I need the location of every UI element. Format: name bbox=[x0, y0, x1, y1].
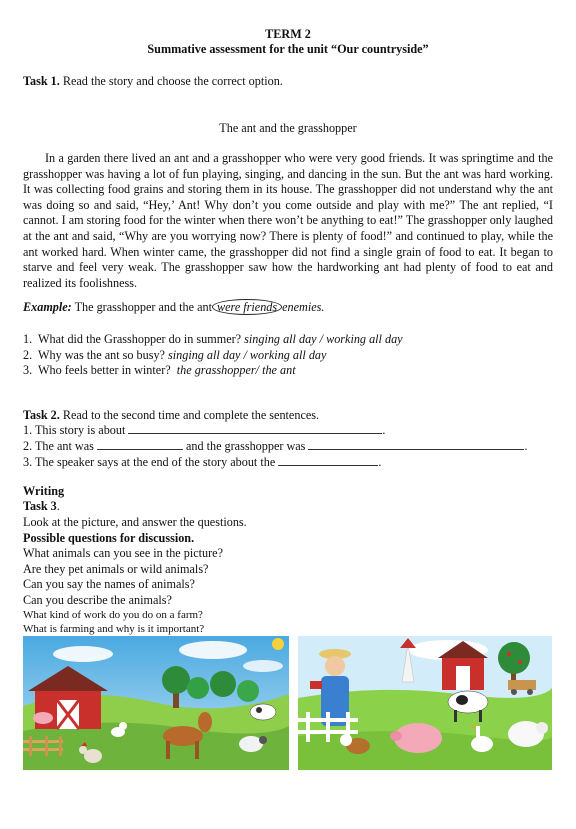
sun-icon bbox=[272, 638, 284, 650]
task3-dot: . bbox=[56, 499, 60, 513]
sentence-text: and the grasshopper was bbox=[185, 439, 306, 453]
pig-icon bbox=[33, 712, 53, 724]
task3-instruction: Look at the picture, and answer the questions. bbox=[23, 515, 247, 529]
discussion-question: What kind of work do you do on a farm? bbox=[23, 609, 203, 621]
example-text-before: The grasshopper and the ant bbox=[74, 300, 212, 314]
cow-icon bbox=[250, 704, 276, 720]
discussion-question: What is farming and why is it important? bbox=[23, 623, 205, 635]
discussion-question: Are they pet animals or wild animals? bbox=[23, 562, 209, 576]
discussion-question: What animals can you see in the picture? bbox=[23, 546, 223, 560]
farm-picture-right bbox=[298, 636, 552, 770]
task1-label: Task 1. bbox=[23, 74, 60, 88]
task2-label: Task 2. bbox=[23, 408, 60, 422]
question-options: singing all day / working all day bbox=[244, 332, 403, 346]
sentence-text: 3. The speaker says at the end of the story about the bbox=[23, 455, 276, 469]
task1-instruction: Read the story and choose the correct option. bbox=[62, 74, 283, 88]
story-body bbox=[23, 151, 553, 291]
sentence-text: 2. The ant was bbox=[23, 439, 94, 453]
answer-blank[interactable] bbox=[278, 455, 378, 466]
example-circled-option: were friends bbox=[212, 299, 282, 315]
task2-sentence-2 bbox=[23, 439, 528, 455]
task2-instruction: Read to the second time and complete the sentences. bbox=[62, 408, 320, 422]
question-options: the grasshopper/ the ant bbox=[176, 363, 296, 377]
sentence-end: . bbox=[524, 439, 528, 453]
unit-subtitle: Summative assessment for the unit “Our countryside” bbox=[147, 42, 429, 56]
term-title: TERM 2 bbox=[265, 27, 311, 41]
question-text: Why was the ant so busy? bbox=[38, 347, 165, 362]
discussion-question: Can you describe the animals? bbox=[23, 593, 172, 607]
answer-blank[interactable] bbox=[128, 423, 382, 434]
task2-sentence-3 bbox=[23, 455, 381, 471]
story-text: In a garden there lived an ant and a grasshopper who were very good friends. It was springtime and the grasshopper was having a lot of fun playing, singing, and dancing in the sun. But the ant was hard working. It was collecting food grains and storing them in its house. The grasshopper did not understand why the ant was doing so and said, “Hey,’ Ant! Why don’t you come outside and play with me?” The ant replied, “I cannot. I am storing food for the winter when there won’t be anything to eat!” The grasshopper only laughed at the ant and said, “Why are you worrying now? There is plenty of food!” and continued to play, while the ant worked hard. When winter came, the grasshopper did not find a single grain of food to eat. It began to starve and feel very weak. The grasshopper saw how the hardworking ant had plenty of food to eat and realized its foolishness. bbox=[23, 151, 553, 290]
answer-blank[interactable] bbox=[308, 439, 524, 450]
task3-label: Task 3 bbox=[23, 499, 57, 513]
question-number: 1. bbox=[23, 332, 33, 346]
farm-illustration-left bbox=[23, 636, 289, 770]
sentence-text: 1. This story is about bbox=[23, 423, 126, 437]
example-label: Example: bbox=[23, 300, 72, 314]
farm-illustration-right bbox=[298, 636, 552, 770]
sentence-end: . bbox=[382, 423, 386, 437]
question-list bbox=[23, 332, 403, 379]
farm-picture-left bbox=[23, 636, 289, 770]
answer-blank[interactable] bbox=[97, 439, 183, 450]
question-text: What did the Grasshopper do in summer? bbox=[38, 332, 242, 346]
task2-line bbox=[23, 408, 319, 424]
sentence-end: . bbox=[378, 455, 382, 469]
example-line bbox=[23, 300, 324, 316]
question-number: 2. bbox=[23, 347, 33, 362]
question-text: Who feels better in winter? bbox=[38, 363, 171, 377]
question-item bbox=[23, 332, 403, 348]
question-options: singing all day / working all day bbox=[168, 347, 327, 362]
question-item bbox=[23, 348, 403, 364]
task3-line bbox=[23, 499, 60, 515]
question-item bbox=[23, 363, 403, 379]
writing-heading: Writing bbox=[23, 484, 65, 498]
example-text-after: enemies. bbox=[282, 300, 325, 314]
task2-sentence-1 bbox=[23, 423, 385, 439]
story-title: The ant and the grasshopper bbox=[219, 121, 357, 135]
task1-line bbox=[23, 74, 283, 90]
discussion-question: Can you say the names of animals? bbox=[23, 577, 195, 591]
possible-questions-heading: Possible questions for discussion. bbox=[23, 531, 195, 545]
question-number: 3. bbox=[23, 363, 33, 377]
